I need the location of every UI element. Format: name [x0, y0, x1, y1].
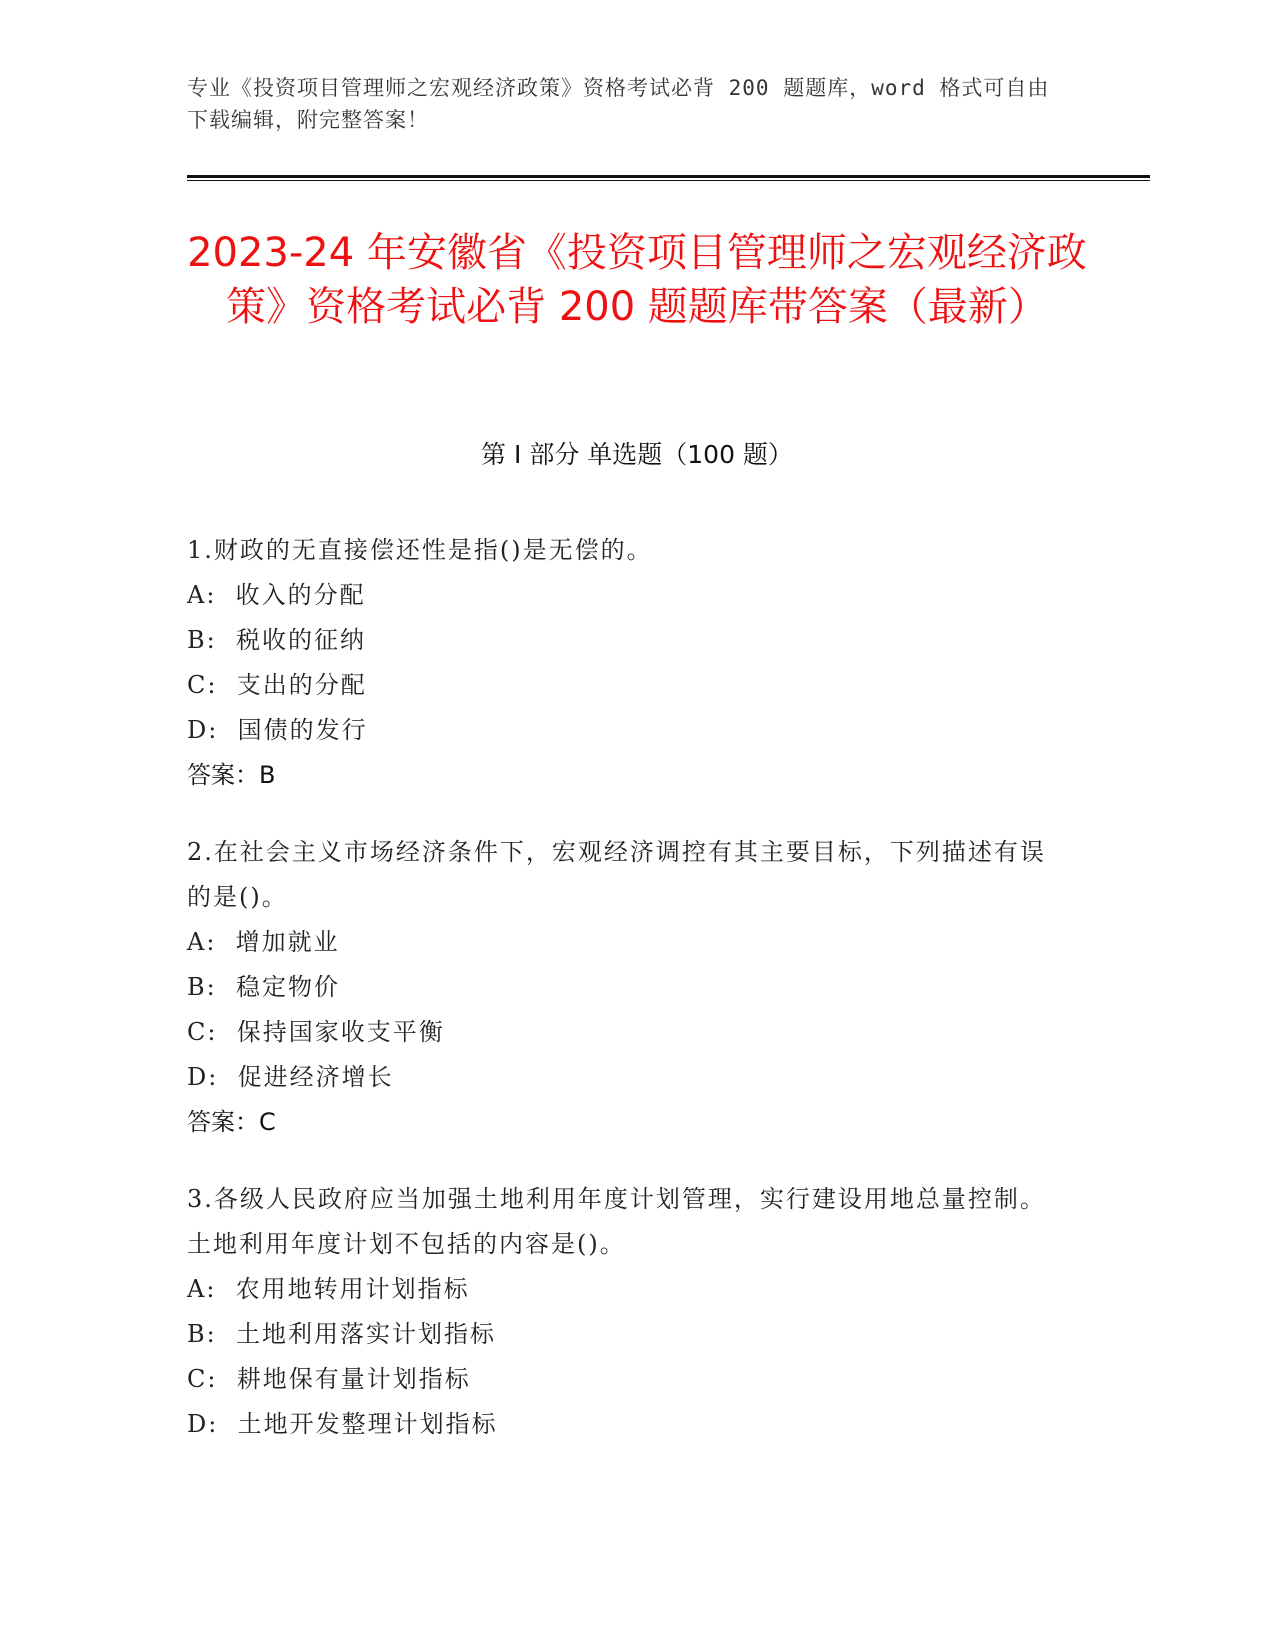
option-d: D: 国债的发行: [187, 716, 368, 744]
option-d: D: 促进经济增长: [187, 1063, 394, 1091]
option-b: B: 稳定物价: [187, 973, 340, 1001]
option-b: B: 税收的征纳: [187, 626, 366, 654]
option-c: C: 支出的分配: [187, 671, 367, 699]
question-stem: 3.各级人民政府应当加强土地利用年度计划管理，实行建设用地总量控制。土地利用年度计划不包括的内容是()。: [187, 1185, 1046, 1258]
header-divider-thin: [187, 180, 1150, 181]
option-a: A: 增加就业: [187, 928, 340, 956]
section-heading: 第 I 部分 单选题（100 题）: [481, 440, 793, 469]
question-stem: 2.在社会主义市场经济条件下，宏观经济调控有其主要目标，下列描述有误的是()。: [187, 838, 1046, 911]
answer-line: 答案：B: [187, 761, 276, 789]
option-c: C: 保持国家收支平衡: [187, 1018, 445, 1046]
question-2: [187, 830, 1067, 1145]
option-a: A: 农用地转用计划指标: [187, 1275, 470, 1303]
question-list: [187, 528, 1067, 1479]
option-a: A: 收入的分配: [187, 581, 366, 609]
question-3: [187, 1177, 1067, 1447]
question-stem: 1.财政的无直接偿还性是指()是无偿的。: [187, 536, 653, 564]
option-b: B: 土地利用落实计划指标: [187, 1320, 496, 1348]
question-1: [187, 528, 1067, 798]
header-note: 专业《投资项目管理师之宏观经济政策》资格考试必背 200 题题库，word 格式可自由下载编辑，附完整答案！: [187, 76, 1050, 132]
document-title: 2023-24 年安徽省《投资项目管理师之宏观经济政策》资格考试必背 200 题题库带答案（最新）: [187, 230, 1087, 330]
option-d: D: 土地开发整理计划指标: [187, 1410, 498, 1438]
header-divider-thick: [187, 175, 1150, 178]
answer-line: 答案：C: [187, 1108, 276, 1136]
option-c: C: 耕地保有量计划指标: [187, 1365, 471, 1393]
